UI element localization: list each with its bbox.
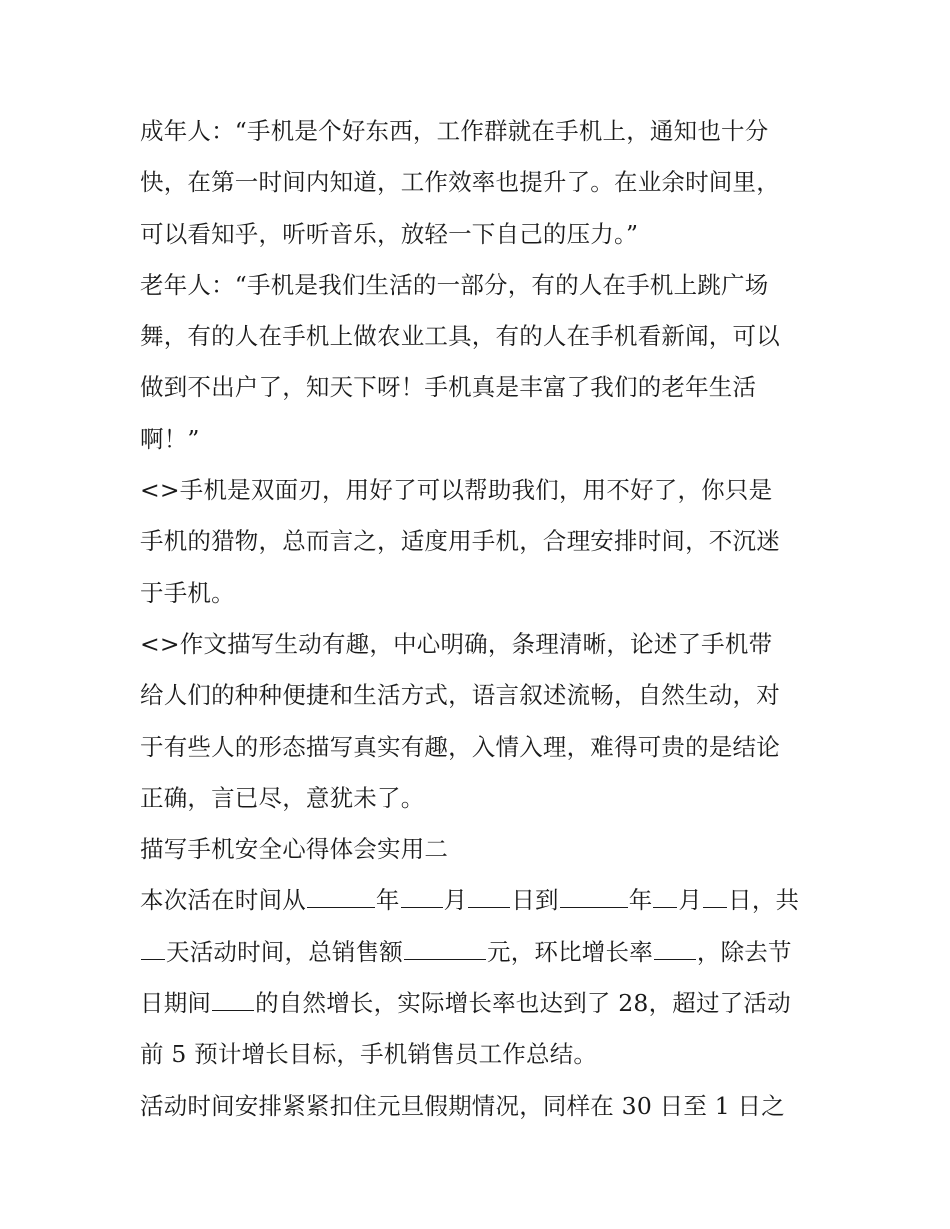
fill-in-line [140, 927, 812, 978]
blank-field [468, 887, 510, 908]
paragraph-line: 可以看知乎，听听音乐，放轻一下自己的压力。” [140, 219, 639, 248]
text-segment: ，除去节 [696, 937, 792, 966]
paragraph-line: <>手机是双面刃，用好了可以帮助我们，用不好了，你只是 [140, 476, 773, 505]
blank-field [212, 990, 254, 1011]
paragraph-line: 给人们的种种便捷和生活方式，语言叙述流畅，自然生动，对 [140, 681, 780, 710]
blank-field [703, 887, 727, 908]
text-segment: 日期间 [140, 989, 212, 1018]
blank-field [404, 939, 486, 960]
text-segment: 元，环比增长率 [487, 937, 653, 966]
text-segment: 年 [628, 886, 653, 915]
fill-in-line [140, 978, 812, 1029]
paragraph-line: 于有些人的形态描写真实有趣，入情入理，难得可贵的是结论 [140, 732, 780, 761]
paragraph-line: 于手机。 [140, 578, 235, 607]
text-segment: 日，共 [728, 886, 800, 915]
blank-field [307, 887, 375, 908]
document-body [140, 106, 812, 1132]
blank-field [653, 887, 677, 908]
paragraph-line: 舞，有的人在手机上做农业工具，有的人在手机看新闻，可以 [140, 322, 780, 351]
paragraph-line: 正确，言已尽，意犹未了。 [140, 783, 425, 812]
text-segment: 本次活在时间从 [140, 886, 306, 915]
text-segment: 月 [443, 886, 468, 915]
section-heading: 描写手机安全心得体会实用二 [140, 835, 449, 864]
blank-field [141, 939, 165, 960]
blank-field [401, 887, 443, 908]
text-segment: 的自然增长，实际增长率也达到了 28，超过了活动 [255, 989, 791, 1018]
paragraph-line: <>作文描写生动有趣，中心明确，条理清晰，论述了手机带 [140, 629, 773, 658]
paragraph-line: 成年人：“手机是个好东西，工作群就在手机上，通知也十分 [140, 117, 769, 145]
paragraph-line: 老年人：“手机是我们生活的一部分，有的人在手机上跳广场 [140, 270, 769, 299]
paragraph-line: 活动时间安排紧紧扣住元旦假期情况，同样在 30 日至 1 日之 [140, 1091, 785, 1120]
text-segment: 月 [678, 886, 703, 915]
paragraph-line: 快，在第一时间内知道，工作效率也提升了。在业余时间里， [140, 168, 780, 197]
text-segment: 日到 [511, 886, 559, 915]
paragraph-line: 手机的猎物，总而言之，适度用手机，合理安排时间，不沉迷 [140, 527, 780, 556]
paragraph-line: 啊！” [140, 424, 200, 453]
blank-field [560, 887, 628, 908]
fill-in-line [140, 875, 812, 926]
paragraph-line: 前 5 预计增长目标，手机销售员工作总结。 [140, 1040, 598, 1069]
text-segment: 天活动时间，总销售额 [166, 937, 403, 966]
blank-field [654, 939, 696, 960]
paragraph-line: 做到不出户了，知天下呀！手机真是丰富了我们的老年生活 [140, 373, 757, 402]
text-segment: 年 [375, 886, 400, 915]
